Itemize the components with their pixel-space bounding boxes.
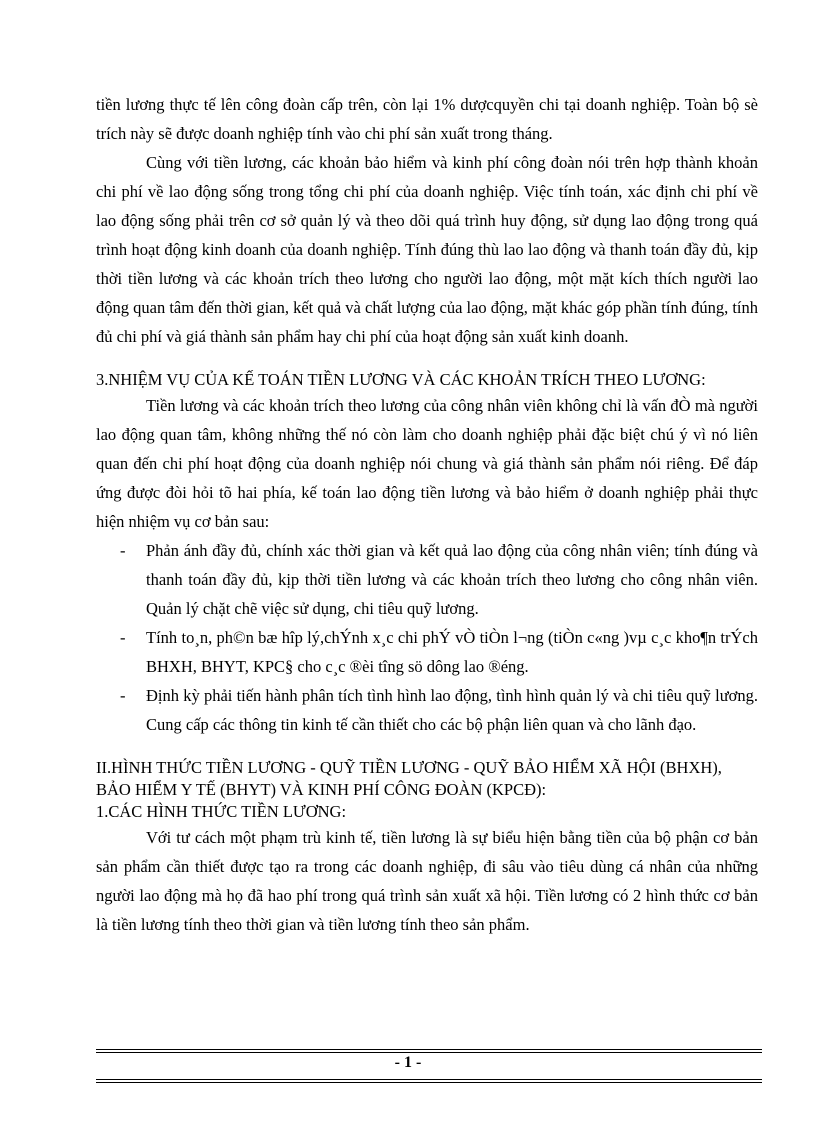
footer-rule (96, 1049, 762, 1050)
section-3-heading: 3.NHIỆM VỤ CỦA KẾ TOÁN TIỀN LƯƠNG VÀ CÁC KHOẢN TRÍCH THEO LƯƠNG: (96, 370, 706, 389)
bullet-dash: - (120, 686, 126, 705)
page-number: - 1 - (394, 1054, 422, 1071)
task-item-2 (96, 623, 758, 681)
section-ii-heading: II.HÌNH THỨC TIỀN LƯƠNG - QUỸ TIỀN LƯƠNG - QUỸ BẢO HIỂM XÃ HỘI (BHXH), BẢO HIỂM Y TẾ (BHYT) VÀ KINH PHÍ CÔNG ĐOÀN (KPCĐ): (96, 758, 722, 799)
task-item-1 (96, 536, 758, 623)
task-item-3 (96, 681, 758, 739)
footer-rule (96, 1052, 762, 1053)
task-item-text: Phản ánh đầy đủ, chính xác thời gian và kết quả lao động của công nhân viên; tính đúng và thanh toán đầy đủ, kịp thời tiền lương và các khoản trích theo lương cho công nhân viên. Quản lý chặt chẽ việc sử dụng, chi tiêu quỹ lương. (146, 541, 758, 618)
footer-rule (96, 1079, 762, 1080)
paragraph-continuation: tiền lương thực tế lên công đoàn cấp trên, còn lại 1% dượcquyền chi tại doanh nghiệp. Toàn bộ sè trích này sẽ được doanh nghiệp tính vào chi phí sản xuất trong tháng. (96, 95, 758, 143)
paragraph-labor-costs: Cùng với tiền lương, các khoản bảo hiểm và kinh phí công đoàn nói trên hợp thành khoản chi phí về lao động sống trong tổng chi phí của doanh nghiệp. Việc tính toán, xác định chi phí về lao động sống phải trên cơ sở quản lý và theo dõi quá trình huy động, sử dụng lao động trong quá trình hoạt động kinh doanh của doanh nghiệp. Tính đúng thù lao lao động và thanh toán đầy đủ, kịp thời tiền lương và các khoản trích theo lương cho người lao động, một mặt kích thích người lao động quan tâm đến thời gian, kết quả và chất lượng của lao động, mặt khác góp phần tính đúng, tính đủ chi phí và giá thành sản phẩm hay chi phí của hoạt động sản xuất kinh doanh. (96, 153, 758, 346)
subsection-1-heading: 1.CÁC HÌNH THỨC TIỀN LƯƠNG: (96, 802, 347, 821)
footer-rule (96, 1082, 762, 1083)
bullet-dash: - (120, 541, 126, 560)
section-3-intro: Tiền lương và các khoản trích theo lương của công nhân viên không chỉ là vấn đÒ mà người lao động quan tâm, không những thế nó còn làm cho doanh nghiệp phải đặc biệt chú ý vì nó liên quan đến chi phí hoạt động của doanh nghiệp nói chung và giá thành sản phẩm nói riêng. Để đáp ứng được đòi hỏi tõ hai phía, kế toán lao động tiền lương và bảo hiểm ở doanh nghiệp phải thực hiện nhiệm vụ cơ bản sau: (96, 396, 758, 531)
task-item-text: Định kỳ phải tiến hành phân tích tình hình lao động, tình hình quản lý và chi tiêu quỹ lương. Cung cấp các thông tin kinh tế cần thiết cho các bộ phận liên quan và cho lãnh đạo. (146, 686, 758, 734)
bullet-dash: - (120, 628, 126, 647)
document-page (96, 90, 758, 939)
task-item-text: Tính to¸n, ph©n bæ hîp lý,chÝnh x¸c chi phÝ vÒ tiÒn l¬ng (tiÒn c«ng )vµ c¸c kho¶n trÝch BHXH, BHYT, KPC§ cho c¸c ®èi tîng sö dông lao ®éng. (146, 628, 758, 676)
section-ii-body: Với tư cách một phạm trù kinh tế, tiền lương là sự biểu hiện bằng tiền của bộ phận cơ bản sản phẩm cần thiết được tạo ra trong các doanh nghiệp, đi sâu vào tiêu dùng cá nhân của những người lao động mà họ đã hao phí trong quá trình sản xuất xã hội. Tiền lương có 2 hình thức cơ bản là tiền lương tính theo thời gian và tiền lương tính theo sản phẩm. (96, 828, 758, 934)
